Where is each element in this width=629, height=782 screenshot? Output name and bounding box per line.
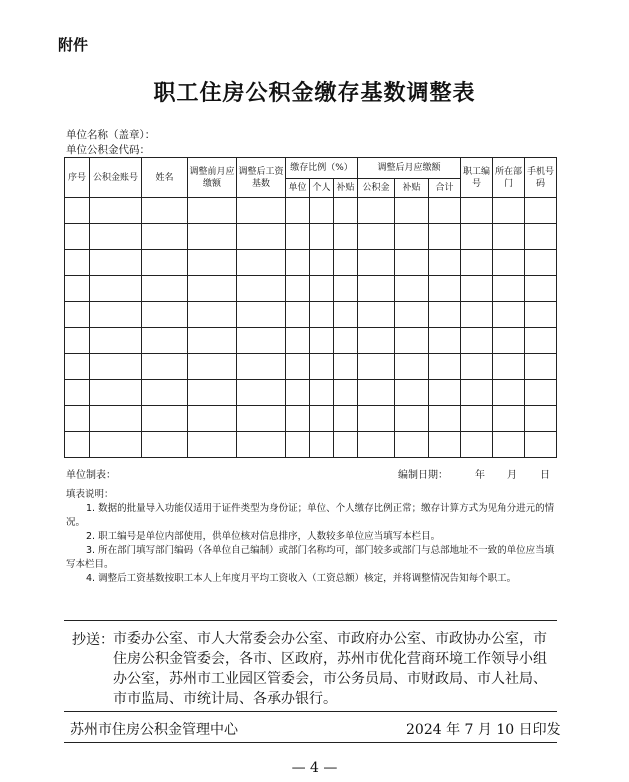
header-seq: 序号	[65, 158, 90, 198]
table-cell	[310, 328, 334, 354]
table-row	[65, 406, 557, 432]
table-cell	[188, 250, 237, 276]
table-cell	[237, 354, 286, 380]
header-name: 姓名	[142, 158, 188, 198]
table-cell	[334, 328, 358, 354]
table-cell	[429, 432, 461, 458]
table-cell	[461, 198, 493, 224]
table-cell	[334, 406, 358, 432]
header-dept: 所在部门	[493, 158, 525, 198]
table-row	[65, 380, 557, 406]
table-cell	[461, 380, 493, 406]
table-row	[65, 198, 557, 224]
table-cell	[310, 198, 334, 224]
subheader-subsidy: 补贴	[334, 179, 358, 198]
table-cell	[90, 302, 142, 328]
table-cell	[334, 354, 358, 380]
table-cell	[493, 198, 525, 224]
table-row	[65, 328, 557, 354]
table-cell	[90, 380, 142, 406]
table-cell	[65, 406, 90, 432]
unit-account-label: 单位公积金代码：	[66, 144, 150, 156]
table-cell	[142, 354, 188, 380]
table-cell	[286, 276, 310, 302]
table-cell	[188, 198, 237, 224]
divider-bottom	[64, 742, 557, 743]
table-cell	[493, 224, 525, 250]
table-cell	[286, 302, 310, 328]
table-cell	[395, 380, 429, 406]
header-emp-no: 职工编号	[461, 158, 493, 198]
table-cell	[310, 250, 334, 276]
table-cell	[90, 198, 142, 224]
table-cell	[286, 328, 310, 354]
table-cell	[188, 354, 237, 380]
table-cell	[188, 224, 237, 250]
table-cell	[395, 224, 429, 250]
table-cell	[395, 354, 429, 380]
instruction-item: 3. 所在部门填写部门编码（各单位自己编制）或部门名称均可，部门较多或部门与总部地址不一致的单位应当填写本栏目。	[66, 545, 555, 570]
table-cell	[334, 224, 358, 250]
table-cell	[525, 276, 557, 302]
table-cell	[286, 224, 310, 250]
table-cell	[90, 276, 142, 302]
table-cell	[493, 276, 525, 302]
table-cell	[429, 354, 461, 380]
table-cell	[65, 432, 90, 458]
table-cell	[310, 224, 334, 250]
header-account: 公积金账号	[90, 158, 142, 198]
table-cell	[429, 328, 461, 354]
table-cell	[429, 224, 461, 250]
table-cell	[188, 328, 237, 354]
table-cell	[358, 406, 395, 432]
table-cell	[461, 250, 493, 276]
table-cell	[142, 406, 188, 432]
table-cell	[395, 328, 429, 354]
subheader-personal: 个人	[310, 179, 334, 198]
table-cell	[142, 328, 188, 354]
table-cell	[395, 276, 429, 302]
table-cell	[188, 276, 237, 302]
table-cell	[525, 250, 557, 276]
month-label: 月	[507, 470, 517, 481]
divider-middle	[64, 711, 557, 712]
table-cell	[310, 354, 334, 380]
table-cell	[334, 250, 358, 276]
table-cell	[65, 250, 90, 276]
table-cell	[90, 432, 142, 458]
table-cell	[358, 302, 395, 328]
table-cell	[237, 224, 286, 250]
table-cell	[429, 250, 461, 276]
table-cell	[310, 406, 334, 432]
table-cell	[65, 328, 90, 354]
table-cell	[525, 432, 557, 458]
table-cell	[90, 250, 142, 276]
table-cell	[358, 354, 395, 380]
table-cell	[358, 380, 395, 406]
table-cell	[461, 328, 493, 354]
table-cell	[525, 198, 557, 224]
table-cell	[237, 432, 286, 458]
instruction-item: 2. 职工编号是单位内部使用，供单位核对信息排序，人数较多单位应当填写本栏目。	[86, 531, 441, 542]
table-cell	[461, 406, 493, 432]
cc-recipients: 市委办公室、市人大常委会办公室、市政府办公室、市政协办公室，市住房公积金管委会，各市、区政府，苏州市优化营商环境工作领导小组办公室，苏州市工业园区管委会，市公务员局、市财政局、市人社局、市市监局、市统计局、各承办银行。	[113, 631, 547, 707]
table-cell	[493, 250, 525, 276]
table-cell	[65, 198, 90, 224]
table-cell	[286, 432, 310, 458]
preparer-label: 单位制表：	[66, 470, 116, 481]
table-cell	[493, 406, 525, 432]
instructions-heading: 填表说明：	[66, 489, 114, 500]
table-cell	[142, 380, 188, 406]
table-cell	[493, 432, 525, 458]
table-cell	[310, 432, 334, 458]
cc-label: 抄送：	[72, 632, 114, 648]
table-cell	[429, 302, 461, 328]
table-cell	[310, 302, 334, 328]
table-cell	[237, 276, 286, 302]
adjustment-table	[64, 157, 557, 458]
unit-name-label: 单位名称（盖章）：	[66, 129, 156, 141]
table-cell	[188, 406, 237, 432]
table-cell	[90, 354, 142, 380]
attachment-label: 附件	[58, 36, 89, 54]
table-cell	[461, 224, 493, 250]
table-cell	[493, 302, 525, 328]
header-after-amount: 调整后月应缴额	[358, 158, 461, 179]
table-cell	[525, 406, 557, 432]
table-cell	[310, 380, 334, 406]
instruction-item: 4. 调整后工资基数按职工本人上年度月平均工资收入（工资总额）核定，并将调整情况告知每个职工。	[86, 573, 517, 584]
table-cell	[429, 198, 461, 224]
table-cell	[525, 354, 557, 380]
table-cell	[358, 432, 395, 458]
table-cell	[90, 406, 142, 432]
table-cell	[65, 302, 90, 328]
table-cell	[237, 250, 286, 276]
table-cell	[358, 250, 395, 276]
table-cell	[429, 380, 461, 406]
table-cell	[142, 224, 188, 250]
table-cell	[237, 380, 286, 406]
document-title: 职工住房公积金缴存基数调整表	[153, 81, 476, 106]
table-cell	[493, 354, 525, 380]
table-cell	[358, 198, 395, 224]
table-cell	[395, 198, 429, 224]
table-cell	[65, 354, 90, 380]
header-phone: 手机号码	[525, 158, 557, 198]
divider-top	[64, 620, 557, 621]
table-cell	[90, 328, 142, 354]
table-cell	[358, 224, 395, 250]
table-cell	[493, 328, 525, 354]
table-cell	[142, 276, 188, 302]
table-cell	[525, 380, 557, 406]
table-cell	[429, 276, 461, 302]
table-cell	[286, 380, 310, 406]
date-label: 编制日期：	[398, 470, 448, 481]
table-row	[65, 276, 557, 302]
table-row	[65, 354, 557, 380]
table-cell	[286, 250, 310, 276]
page-number: — 4 —	[291, 760, 338, 776]
day-label: 日	[540, 470, 550, 481]
table-cell	[461, 354, 493, 380]
table-cell	[334, 302, 358, 328]
table-cell	[286, 198, 310, 224]
issue-date: 2024 年 7 月 10 日印发	[406, 722, 561, 738]
instruction-item: 1. 数据的批量导入功能仅适用于证件类型为身份证；单位、个人缴存比例正常；缴存计算方式为见角分进元的情况。	[66, 503, 555, 528]
table-cell	[90, 224, 142, 250]
table-cell	[65, 224, 90, 250]
table-cell	[334, 198, 358, 224]
table-cell	[237, 302, 286, 328]
table-cell	[237, 406, 286, 432]
table-row	[65, 432, 557, 458]
table-row	[65, 224, 557, 250]
table-cell	[395, 302, 429, 328]
header-before-amount: 调整前月应缴额	[188, 158, 237, 198]
table-cell	[237, 328, 286, 354]
header-after-base: 调整后工资基数	[237, 158, 286, 198]
table-cell	[334, 380, 358, 406]
issuer-name: 苏州市住房公积金管理中心	[70, 722, 238, 738]
table-cell	[188, 380, 237, 406]
table-cell	[525, 328, 557, 354]
table-cell	[525, 302, 557, 328]
subheader-fund: 公积金	[358, 179, 395, 198]
table-cell	[525, 224, 557, 250]
table-cell	[461, 432, 493, 458]
table-cell	[65, 380, 90, 406]
fill-instructions	[66, 488, 560, 586]
table-cell	[358, 328, 395, 354]
year-label: 年	[475, 470, 485, 481]
table-cell	[395, 250, 429, 276]
table-cell	[237, 198, 286, 224]
table-cell	[429, 406, 461, 432]
subheader-total: 合计	[429, 179, 461, 198]
header-ratio: 缴存比例（%）	[286, 158, 358, 179]
table-cell	[395, 406, 429, 432]
subheader-unit: 单位	[286, 179, 310, 198]
table-cell	[286, 354, 310, 380]
table-cell	[142, 302, 188, 328]
table-cell	[395, 432, 429, 458]
table-cell	[461, 302, 493, 328]
table-cell	[334, 432, 358, 458]
table-body	[65, 198, 557, 458]
table-cell	[310, 276, 334, 302]
table-cell	[358, 276, 395, 302]
table-cell	[461, 276, 493, 302]
table-cell	[188, 432, 237, 458]
table-cell	[493, 380, 525, 406]
table-cell	[334, 276, 358, 302]
table-cell	[142, 198, 188, 224]
table-cell	[142, 432, 188, 458]
table-cell	[65, 276, 90, 302]
table-row	[65, 250, 557, 276]
subheader-subsidy-amount: 补贴	[395, 179, 429, 198]
table-cell	[286, 406, 310, 432]
table-cell	[188, 302, 237, 328]
table-row	[65, 302, 557, 328]
table-cell	[142, 250, 188, 276]
